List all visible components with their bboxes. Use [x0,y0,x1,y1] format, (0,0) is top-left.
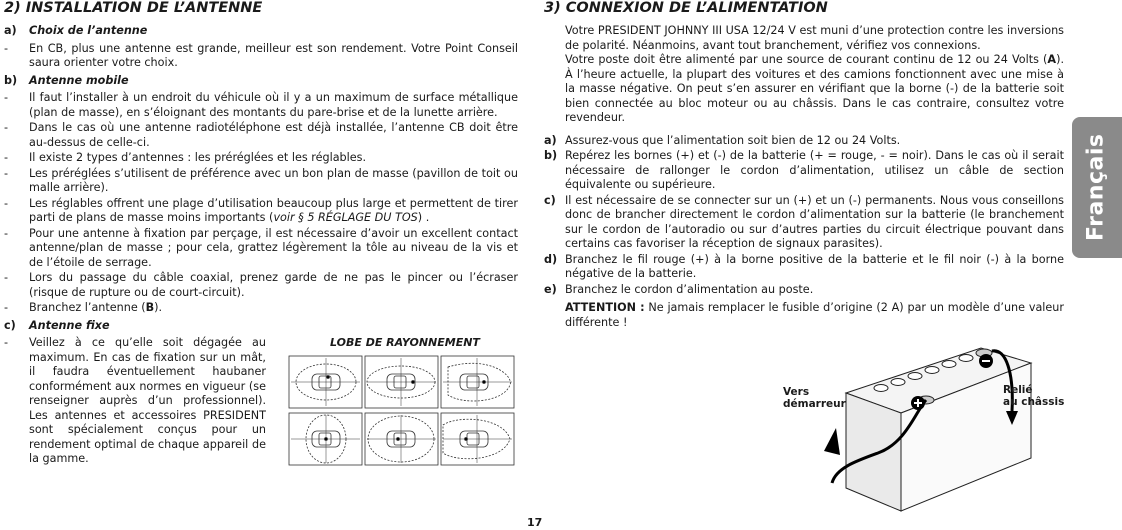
list-a [4,42,518,71]
arrow-up-icon [824,428,840,455]
tos-reference: voir § 5 RÉGLAGE DU TOS [273,211,418,224]
battery-illustration [806,333,1046,513]
language-tab: Français [1072,117,1122,258]
subsection-c-heading: c) Antenne fixe [4,318,110,332]
right-column [544,0,1064,330]
subsection-a-heading: a) Choix de l’antenne [4,24,148,37]
power-steps [544,134,1064,298]
intro-paragraph-2: Votre poste doit être alimenté par une source de courant continu de 12 ou 24 Volts (A). À l’heure actuelle, la plupart des voitures et des camions fonctionnent avec une mise à la masse négative. On peut s’en assurer en vérifiant que la borne (-) de la batterie soit bien connectée au bloc moteur ou au châssis. Dans le cas contraire, consultez votre revendeur. [565,53,1064,124]
section-title-antenna: 2) INSTALLATION DE L’ANTENNE [4,0,263,16]
list-item: - En CB, plus une antenne est grande, meilleur est son rendement. Votre Point Conseil saura orienter votre choix. [4,41,518,69]
attention-note: ATTENTION : Ne jamais remplacer le fusible d’origine (2 A) par un modèle d’une valeur différente ! [565,301,1064,329]
minus-terminal-icon [979,354,993,368]
plus-terminal-icon [911,396,925,410]
subsection-b-heading: b) Antenne mobile [4,73,129,87]
list-item: a) Assurez-vous que l’alimentation soit bien de 12 ou 24 Volts. [544,133,901,147]
list-b [4,91,518,316]
chassis-label: Relié au châssis [1003,384,1065,408]
section-title-power: 3) CONNEXION DE L’ALIMENTATION [544,0,828,16]
list-item: - Les réglables offrent une plage d’utilisation beaucoup plus large et permettent de tirer parti de plans de masse moins importants (voir § 5 RÉGLAGE DU TOS) . [4,196,518,224]
list-item: - Pour une antenne à fixation par perçage, il est nécessaire d’avoir un excellent contact antenne/plan de masse ; pour cela, grattez légèrement la tôle au niveau de la vis et de l’étoile de serrage. [4,226,518,269]
list-item: c) Il est nécessaire de se connecter sur un (+) et un (-) permanents. Nous vous conseillons donc de brancher directement le cordon d’alimentation sur la batterie (le branchement sur le cordon de l’autoradio ou sur d’autres parties du circuit électrique pouvant dans certains cas favoriser la réception de signaux parasites). [544,193,1064,250]
list-item: - Veillez à ce qu’elle soit dégagée au maximum. En cas de fixation sur un mât, il faudra éventuellement haubaner conformément aux normes en vigueur (se renseigner auprès d’un professionnel). Les antennes et accessoires PRESIDENT sont spécialement conçus pour un rendement optimal de chaque appareil de la gamme. [4,336,266,465]
list-item: - Branchez l’antenne (B). [4,301,163,314]
list-item: e) Branchez le cordon d’alimentation au poste. [544,282,814,296]
list-item: - Il existe 2 types d’antennes : les préréglées et les réglables. [4,151,367,164]
list-item: - Lors du passage du câble coaxial, prenez garde de ne pas le pincer ou l’écraser (risque de rupture ou de court-circuit). [4,271,518,299]
list-item: d) Branchez le fil rouge (+) à la borne positive de la batterie et le fil noir (-) à la borne négative de la batterie. [544,252,1064,280]
list-item: b) Repérez les bornes (+) et (-) de la batterie (+ = rouge, - = noir). Dans le cas où il serait nécessaire de rallonger le cordon d’alimentation, utilisez un câble de section équivalente ou supérieure. [544,149,1064,191]
lobe-figure-title: LOBE DE RAYONNEMENT [330,336,480,349]
page-number: 17 [527,516,543,529]
intro-paragraph-1: Votre PRESIDENT JOHNNY III USA 12/24 V est muni d’une protection contre les inversions de polarité. Néanmoins, avant tout branchement, vérifiez vos connexions. [565,24,1064,52]
list-item: - Les préréglées s’utilisent de préférence avec un bon plan de masse (pavillon de toit ou malle arrière). [4,166,518,194]
list-item: - Dans le cas où une antenne radiotéléphone est déjà installée, l’antenne CB doit être au-dessus de celle-ci. [4,121,518,149]
starter-label: Vers démarreur [783,386,846,410]
car-icon [312,374,488,447]
radiation-lobe-figure [288,355,516,467]
list-c [4,336,266,467]
list-item: - Il faut l’installer à un endroit du véhicule où il y a un maximum de surface métallique (plan de masse), en s’éloignant des montants du pare-brise et de la lunette arrière. [4,91,518,119]
